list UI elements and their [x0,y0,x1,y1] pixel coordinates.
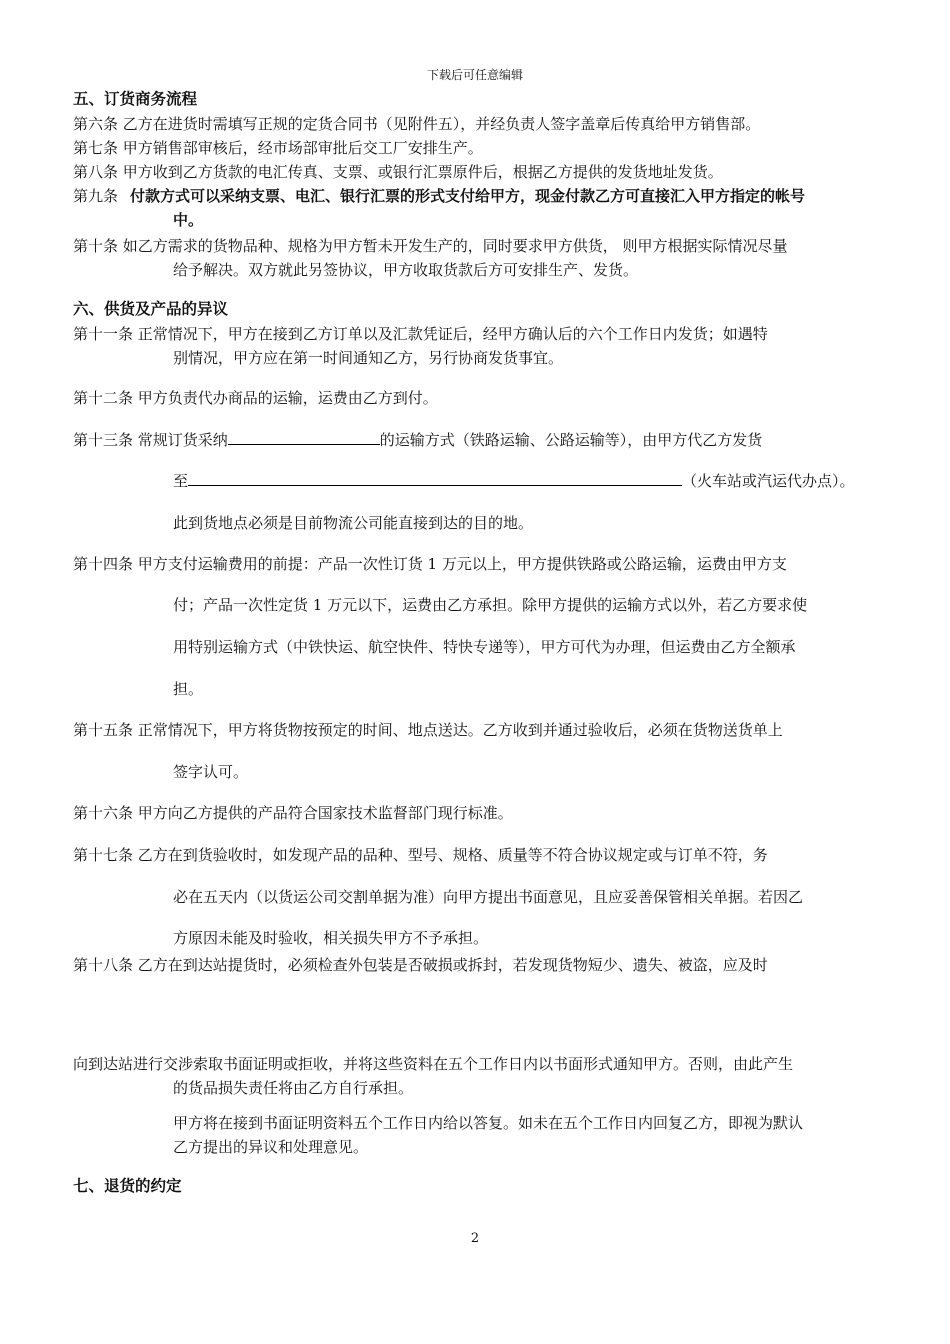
clause-13 [73,429,762,450]
clause-14-cont-3: 担。 [173,680,204,698]
clause-12: 第十二条 甲方负责代办商品的运输，运费由乙方到付。 [73,389,438,407]
clause-13-part-b: 的运输方式（铁路运输、公路运输等），由甲方代乙方发货 [379,431,763,449]
clause-13-part-c: 至 [173,472,189,490]
clause-7: 第七条 甲方销售部审核后，经市场部审批后交工厂安排生产。 [73,139,483,157]
clause-10-cont: 给予解决。双方就此另签协议，甲方收取货款后方可安排生产、发货。 [173,261,639,279]
clause-17-cont-2: 方原因未能及时验收，相关损失甲方不予承担。 [173,929,489,947]
clause-13-cont [173,470,855,491]
transport-method-blank[interactable] [228,429,380,445]
section-title-7: 七、退货的约定 [73,1176,182,1195]
clause-18-cont-4: 乙方提出的异议和处理意见。 [173,1138,369,1156]
clause-15: 第十五条 正常情况下，甲方将货物按预定的时间、地点送达。乙方收到并通过验收后，必须在货物送货单上 [73,721,783,739]
clause-18-cont-3: 甲方将在接到书面证明资料五个工作日内给以答复。如未在五个工作日内回复乙方，即视为默认 [173,1114,804,1132]
clause-9-label: 第九条 [73,187,119,205]
clause-9-text-cont: 中。 [173,211,204,229]
clause-13-part-a: 第十三条 常规订货采纳 [73,431,228,449]
clause-13-part-d: （火车站或汽运代办点）。 [682,472,855,490]
page-number: 2 [470,1231,480,1246]
clause-17-cont-1: 必在五天内（以货运公司交割单据为准）向甲方提出书面意见，且应妥善保管相关单据。若因乙 [173,888,804,906]
clause-18: 第十八条 乙方在到达站提货时，必须检查外包装是否破损或拆封，若发现货物短少、遗失、被盗，应及时 [73,956,768,974]
clause-6: 第六条 乙方在进货时需填写正规的定货合同书（见附件五），并经负责人签字盖章后传真给甲方销售部。 [73,115,761,133]
clause-18-cont-2: 的货品损失责任将由乙方自行承担。 [173,1079,414,1097]
clause-14-cont-2: 用特别运输方式（中铁快运、航空快件、特快专递等），甲方可代为办理，但运费由乙方全额承 [173,638,796,656]
clause-13-note: 此到货地点必须是目前物流公司能直接到达的目的地。 [173,514,534,532]
clause-11: 第十一条 正常情况下，甲方在接到乙方订单以及汇款凭证后，经甲方确认后的六个工作日内发货；如遇特 [73,325,768,343]
clause-17: 第十七条 乙方在到货验收时，如发现产品的品种、型号、规格、质量等不符合协议规定或与订单不符，务 [73,846,768,864]
clause-11-cont: 别情况，甲方应在第一时间通知乙方，另行协商发货事宜。 [173,349,564,367]
clause-15-cont: 签字认可。 [173,763,249,781]
clause-10: 第十条 如乙方需求的货物品种、规格为甲方暂未开发生产的，同时要求甲方供货， 则甲方根据实际情况尽量 [73,237,788,255]
clause-18-cont-1: 向到达站进行交涉索取书面证明或拒收，并将这些资料在五个工作日内以书面形式通知甲方。否则，由此产生 [73,1055,794,1073]
section-title-6: 六、供货及产品的异议 [73,299,229,318]
clause-16: 第十六条 甲方向乙方提供的产品符合国家技术监督部门现行标准。 [73,804,513,822]
page-header: 下载后可任意编辑 [426,68,523,82]
clause-9-text: 付款方式可以采纳支票、电汇、银行汇票的形式支付给甲方，现金付款乙方可直接汇入甲方指定的帐号 [130,187,806,205]
clause-14: 第十四条 甲方支付运输费用的前提：产品一次性订货 1 万元以上，甲方提供铁路或公路运输，运费由甲方支 [73,555,787,573]
section-title-5: 五、订货商务流程 [73,89,198,108]
clause-14-cont-1: 付；产品一次性定货 1 万元以下，运费由乙方承担。除甲方提供的运输方式以外，若乙方要求使 [173,596,808,614]
clause-8: 第八条 甲方收到乙方货款的电汇传真、支票、或银行汇票原件后，根据乙方提供的发货地址发货。 [73,163,723,181]
destination-blank[interactable] [188,470,682,486]
